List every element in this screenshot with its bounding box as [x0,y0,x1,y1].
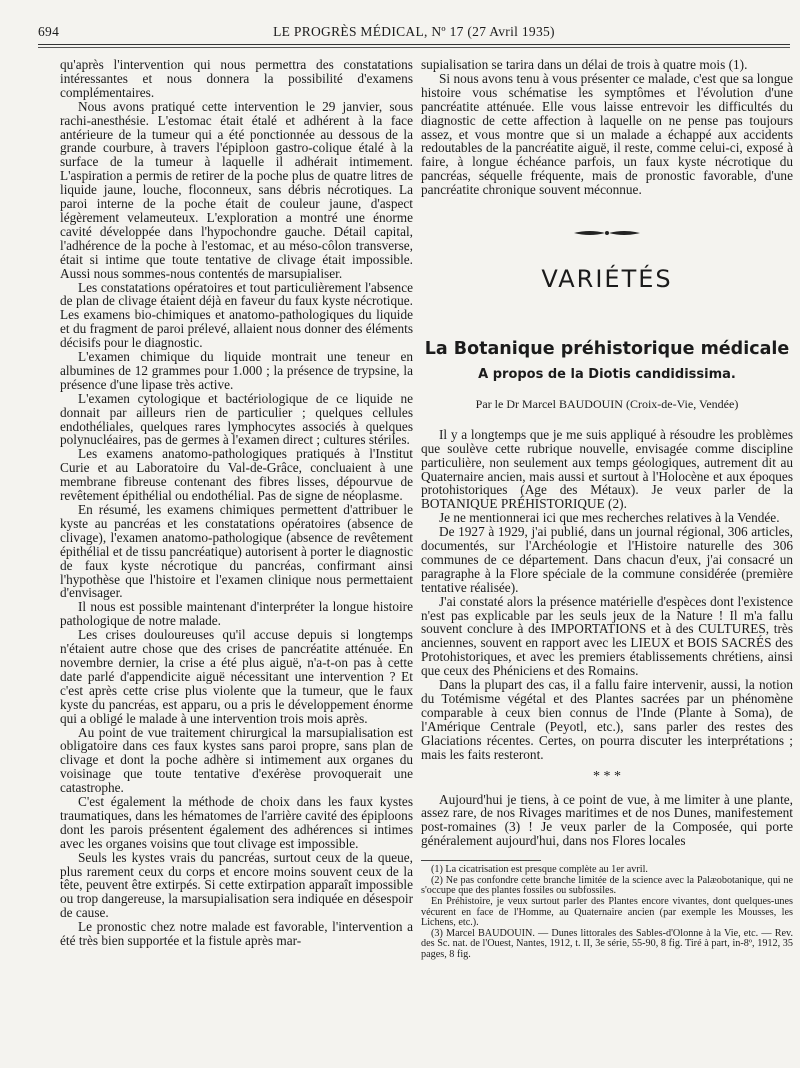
running-title: LE PROGRÈS MÉDICAL, Nº 17 (27 Avril 1935) [273,24,555,39]
paragraph: L'examen chimique du liquide montrait une teneur en albumines de 12 grammes pour 1.000 ; la présence de trypsine, la présence d'une lipase très active. [60,349,413,392]
paragraph: Les constatations opératoires et tout particulièrement l'absence de plan de clivage étaient déjà en faveur du faux kyste nécrotique. Les examens bio-chimiques et anatomo-pathologiques du liquide et du fragment de paroi prélevé, allaient nous donner des éléments décisifs pour le diagnostic. [60,279,413,351]
paragraph: Si nous avons tenu à vous présenter ce malade, c'est que sa longue histoire vous schématise les symptômes et l'évolution d'une pancréatite atténuée. Elle vous laisse entrevoir les difficultés du diagnostic de cette affection à laquelle on ne pense pas toujours assez, et vous montre que si un malade a échappé aux accidents redoutables de la pancréatite aiguë, il reste, comme celui-ci, exposé à faire, à longue échéance parfois, un faux kyste nécrotique du pancréas, séquelle fréquente, mais de pronostic favorable, d'une pancréatite chronique souvent méconnue. [421,70,793,198]
paragraph: Aujourd'hui je tiens, à ce point de vue, à me limiter à une plante, assez rare, de nos Rivages maritimes et de nos Dunes, manifestement post-romaines (3) ! Je veux parler de la Composée, qui porte généralement aujourd'hui, dans nos Flores locales [421,791,793,849]
running-header [38,24,790,44]
footnote: (1) La cicatrisation est presque complète au 1er avril. [431,864,648,876]
footnote-rule [421,860,541,861]
page-number: 694 [38,24,60,39]
footnote: En Préhistoire, je veux surtout parler des Plantes encore vivantes, dont quelques-unes vécurent en face de l'Homme, au Quaternaire ancien (par exemple les Mousses, les Lichens, etc.). [421,895,793,929]
header-rule [38,44,790,45]
paragraph: Seuls les kystes vrais du pancréas, surtout ceux de la queue, plus rarement ceux du corps et encore moins souvent ceux de la tête, peuvent être extirpés. Si cette extirpation apparaît impossible ou trop dangereuse, la marsupialisation sera indiquée en désespoir de cause. [60,849,413,921]
article-byline: Par le Dr Marcel BAUDOUIN (Croix-de-Vie, Vendée) [475,396,739,411]
paragraph: Les examens anatomo-pathologiques pratiqués à l'Institut Curie et au Laboratoire du Val-de-Grâce, concluaient à une membrane fibreuse contenant des fibres lisses, dépourvue de revêtement épithélial ou endothélial. Pas de signe de néoplasme. [60,446,413,504]
paragraph: supialisation se tarira dans un délai de trois à quatre mois (1). [421,57,748,72]
paragraph: De 1927 à 1929, j'ai publié, dans un journal régional, 306 articles, documentés, sur l'Archéologie et l'Histoire naturelle des 306 communes de ce département. Dans chacun d'eux, j'ai consacré un paragraphe à la Flore spéciale de la commune considérée (première tentative réalisée). [421,524,793,595]
paragraph: Au point de vue traitement chirurgical la marsupialisation est obligatoire dans ces faux kystes sans paroi propre, sans plan de clivage et dont la poche adhère si intimement aux organes du voisinage que toute tentative d'exérèse provoquerait une catastrophe. [60,724,413,796]
paragraph: Les crises douloureuses qu'il accuse depuis si longtemps n'étaient autre chose que des crises de pancréatite atténuée. En novembre dernier, la crise a été plus aiguë, n'a-t-on pas à cette date parlé d'appendicite aiguë nécessitant une intervention ? Et c'est après cette crise plus violente que la tumeur, que le faux kyste du pancréas, est apparu, ou a pris le développement énorme qui a obligé le malade à une intervention trois mois après. [60,627,413,726]
asterism-separator: * * * [593,768,621,784]
header-rule-thin [38,47,790,48]
paragraph: J'ai constaté alors la présence matérielle d'espèces dont l'existence n'est pas explicable par les seuls jeux de la Nature ! Il m'a fallu souvent conclure à des IMPORTATIONS et à des CULTURES, très anciennes, souvent en rapport avec les LIEUX et BOIS SACRÉS des Protohistoriques, et avec les premiers établissements chrétiens, ainsi que ceux des Phéniciens et des Romains. [421,593,793,679]
paragraph: Il y a longtemps que je me suis appliqué à résoudre les problèmes que soulève cette rubrique nouvelle, envisagée comme discipline particulière, non seulement aux temps géologiques, autrement dit au Quaternaire ancien, mais aussi et surtout à l'Holocène et aux époques protohistoriques (Age des Métaux). Je veux parler de la BOTANIQUE PRÉHISTORIQUE (2). [421,426,793,512]
ornament-divider [421,227,793,239]
paragraph: En résumé, les examens chimiques permettent d'attribuer le kyste au pancréas et les constatations opératoires (absence de clivage), l'examen anatomo-pathologique (absence de revêtement épithélial et de tissu pancréatique) autorisent à porter le diagnostic de faux kyste nécrotique du pancréas, confirmant ainsi l'hypothèse que l'histoire et l'examen clinique nous permettaient d'envisager. [60,502,413,601]
paragraph: Nous avons pratiqué cette intervention le 29 janvier, sous rachi-anesthésie. L'estomac était étalé et adhérent à la face antérieure de la tumeur qui a été ponctionnée au dessous de la grande courbure, à travers l'épiploon gastro-colique étalé à la surface de la tumeur à laquelle il adhérait intimement. L'aspiration a permis de retirer de la poche plus de quatre litres de liquide jaune, louche, floconneux, sans débris nécrotiques. La paroi interne de la poche était de couleur jaune, d'aspect légèrement velameuteux. L'exploration a montré une énorme cavité développée dans l'hypochondre gauche. Détail capital, l'adhérence de la poche à l'estomac, et au méso-côlon transverse, était si intime que toute tentative de clivage était impossible. Aussi nous sommes-nous contentés de marsupialiser. [60,98,413,281]
article-subtitle: A propos de la Diotis candidissima. [478,366,736,382]
paragraph: Dans la plupart des cas, il a fallu faire intervenir, aussi, la notion du Totémisme végétal et des Plantes sacrées par un phénomène comparable à ceux bien connus de l'Inde (Plante à Soma), de l'Amérique Centrale (Peyotl, etc.), sans parler des restes des Glaciations récentes. Certes, on pourra discuter les interprétations ; mais les faits resteront. [421,677,793,762]
paragraph: Le pronostic chez notre malade est favorable, l'intervention a été très bien supportée et la fistule après mar- [60,919,413,949]
section-heading: VARIÉTÉS [541,265,673,294]
paragraph: Il nous est possible maintenant d'interpréter la longue histoire pathologique de notre malade. [60,599,413,629]
footnote: (3) Marcel BAUDOUIN. — Dunes littorales des Sables-d'Olonne à la Vie, etc. — Rev. des Sc. nat. de l'Ouest, Nantes, 1912, t. II, 3e série, 55-90, 8 fig. Tiré à part, in-8º, 1912, 35 pages, 8 fig. [421,927,793,960]
footnotes [421,865,793,960]
footnote: (2) Ne pas confondre cette branche limitée de la science avec la Palæobotanique, qui ne s'occupe que des plantes fossiles ou subfossiles. [421,874,793,897]
right-column [421,58,793,961]
ornament-icon [572,228,642,238]
paragraph: Je ne mentionnerai ici que mes recherches relatives à la Vendée. [439,510,780,526]
paragraph: qu'après l'intervention qui nous permettra des constatations intéressantes et nous donnera la possibilité d'examens complémentaires. [60,57,413,100]
left-column [60,58,413,948]
paragraph: L'examen cytologique et bactériologique de ce liquide ne donnait par ailleurs rien de particulier ; quelques cellules endothéliales, quelques rares lymphocytes associés à quelques polynucléaires, pas de germes à l'examen direct ; cultures stériles. [60,390,413,448]
article-title: La Botanique préhistorique médicale [424,339,790,360]
paragraph: C'est également la méthode de choix dans les faux kystes traumatiques, dans les hématomes de l'arrière cavité des épiploons dont les parois présentent également des adhérences si intimes avec les organes voisins que tout clivage est impossible. [60,794,413,851]
